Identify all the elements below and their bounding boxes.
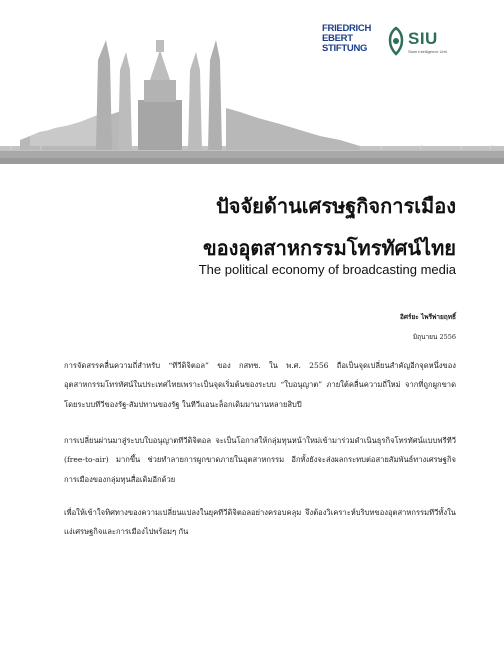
body-paragraph: เพื่อให้เข้าใจทิศทางของความเปลี่ยนแปลงในยุคทีวีดิจิตอลอย่างครอบคลุม จึงต้องวิเคราะห์บริบทของอุตสาหกรรมทีวีทั้งในแง่เศรษฐกิจและการเมืองไปพร้อมๆ กัน: [64, 507, 456, 537]
siu-logo: [386, 26, 466, 60]
thai-title-line2: ของอุตสาหกรรมโทรทัศน์ไทย: [202, 236, 456, 260]
body-paragraph: การเปลี่ยนผ่านมาสู่ระบบใบอนุญาตทีวีดิจิตอล จะเป็นโอกาสให้กลุ่มทุนหน้าใหม่เข้ามาร่วมดำเนินธุรกิจโทรทัศน์แบบฟรีทีวี (free-to-air) มากขึ้น ช่วยทำลายการผูกขาดภายในอุตสาหกรรม อีกทั้งยังจะส่งผลกระทบต่อสายสัมพันธ์ทางเศรษฐกิจ การเมืองของกลุ่มทุนสื่อเดิมอีกด้วย: [64, 435, 456, 484]
siu-logo-subtitle: Siam Intelligence Unit: [408, 49, 447, 54]
siu-leaf-icon: [386, 26, 406, 56]
author-name: อิศร์ยะ ไพรีพ่ายฤทธิ์: [399, 313, 456, 321]
body-paragraph: การจัดสรรคลื่นความถี่สำหรับ “ทีวีดิจิตอล” ของ กสทช. ใน พ.ศ. 2556 ถือเป็นจุดเปลี่ยนสำคัญอีกจุดหนึ่งของอุตสาหกรรมโทรทัศน์ในประเทศไทยเพราะเป็นจุดเริ่มต้นของระบบ “ใบอนุญาต” ภายใต้คลื่นความถี่ใหม่ จากที่ถูกผูกขาดโดยระบบทีวีของรัฐ-สัมปทานของรัฐ ในทีวีแอนะล็อกเดิมมานานหลายสิบปี: [64, 360, 456, 409]
fes-logo-line: STIFTUNG: [322, 43, 368, 54]
english-title: The political economy of broadcasting media: [198, 262, 456, 277]
fes-logo: [322, 24, 374, 64]
fes-logo-line: FRIEDRICH: [322, 23, 372, 34]
thai-title-line1: ปัจจัยด้านเศรษฐกิจการเมือง: [216, 194, 456, 218]
siu-logo-text: SIU: [408, 29, 438, 48]
publication-date: มิถุนายน 2556: [412, 333, 456, 341]
fes-logo-line: EBERT: [322, 33, 353, 44]
